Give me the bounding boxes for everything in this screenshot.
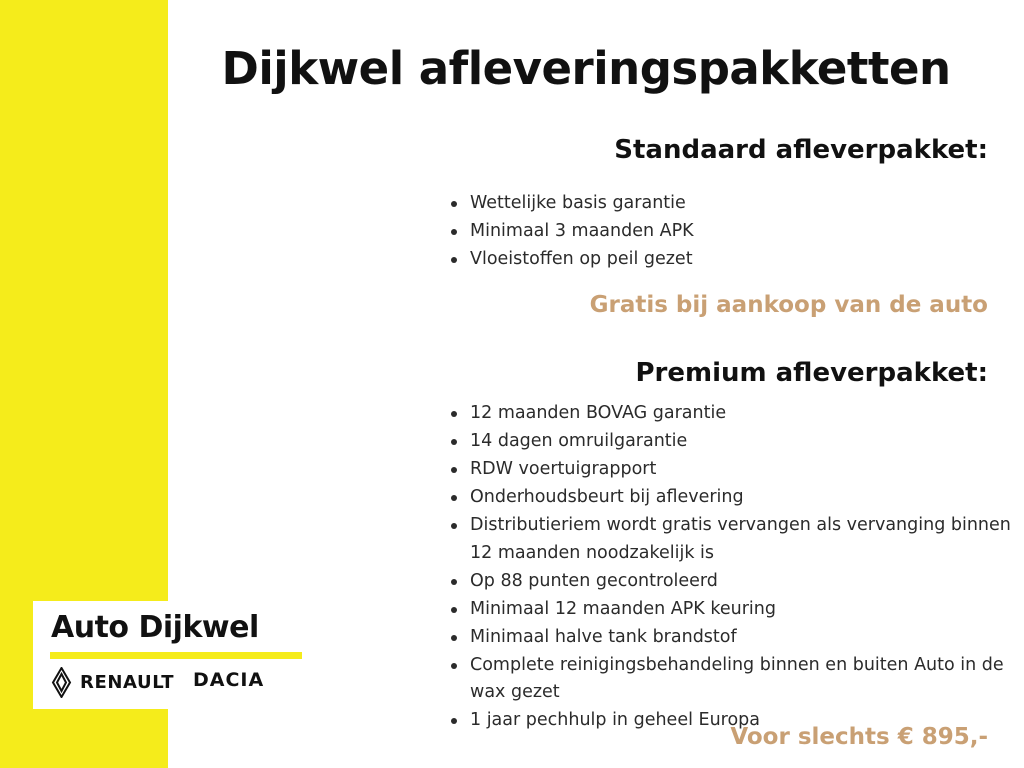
list-item: Complete reinigingsbehandeling binnen en buiten Auto in de wax gezet xyxy=(444,652,1024,707)
list-item: 12 maanden BOVAG garantie xyxy=(444,400,1024,428)
standaard-list xyxy=(444,190,694,274)
list-item: Onderhoudsbeurt bij aflevering xyxy=(444,484,1024,512)
list-item: Minimaal 12 maanden APK keuring xyxy=(444,596,1024,624)
dealer-logo xyxy=(33,601,344,709)
list-item: 14 dagen omruilgarantie xyxy=(444,428,1024,456)
list-item: Wettelijke basis garantie xyxy=(444,190,694,218)
section-heading-premium: Premium afleverpakket: xyxy=(635,358,988,388)
renault-label: RENAULT xyxy=(80,672,175,693)
list-item: RDW voertuigrapport xyxy=(444,456,1024,484)
standaard-price-note: Gratis bij aankoop van de auto xyxy=(589,292,988,318)
list-item: Op 88 punten gecontroleerd xyxy=(444,568,1024,596)
renault-diamond-icon xyxy=(50,667,73,698)
section-heading-standaard: Standaard afleverpakket: xyxy=(614,135,988,165)
list-item: Minimaal 3 maanden APK xyxy=(444,218,694,246)
list-item: Minimaal halve tank brandstof xyxy=(444,624,1024,652)
dacia-label: DACIA xyxy=(193,669,265,691)
list-item: Vloeistoffen op peil gezet xyxy=(444,246,694,274)
premium-list xyxy=(444,400,1024,735)
renault-logo xyxy=(50,667,174,698)
list-item: Distributieriem wordt gratis vervangen als vervanging binnen 12 maanden noodzakelijk is xyxy=(444,512,1024,567)
logo-brand-text: Auto Dijkwel xyxy=(51,610,259,645)
logo-underline xyxy=(50,652,302,659)
list-item: 1 jaar pechhulp in geheel Europa xyxy=(444,707,1024,735)
page-title: Dijkwel afleveringspakketten xyxy=(221,42,951,95)
premium-price-note: Voor slechts € 895,- xyxy=(730,724,988,750)
